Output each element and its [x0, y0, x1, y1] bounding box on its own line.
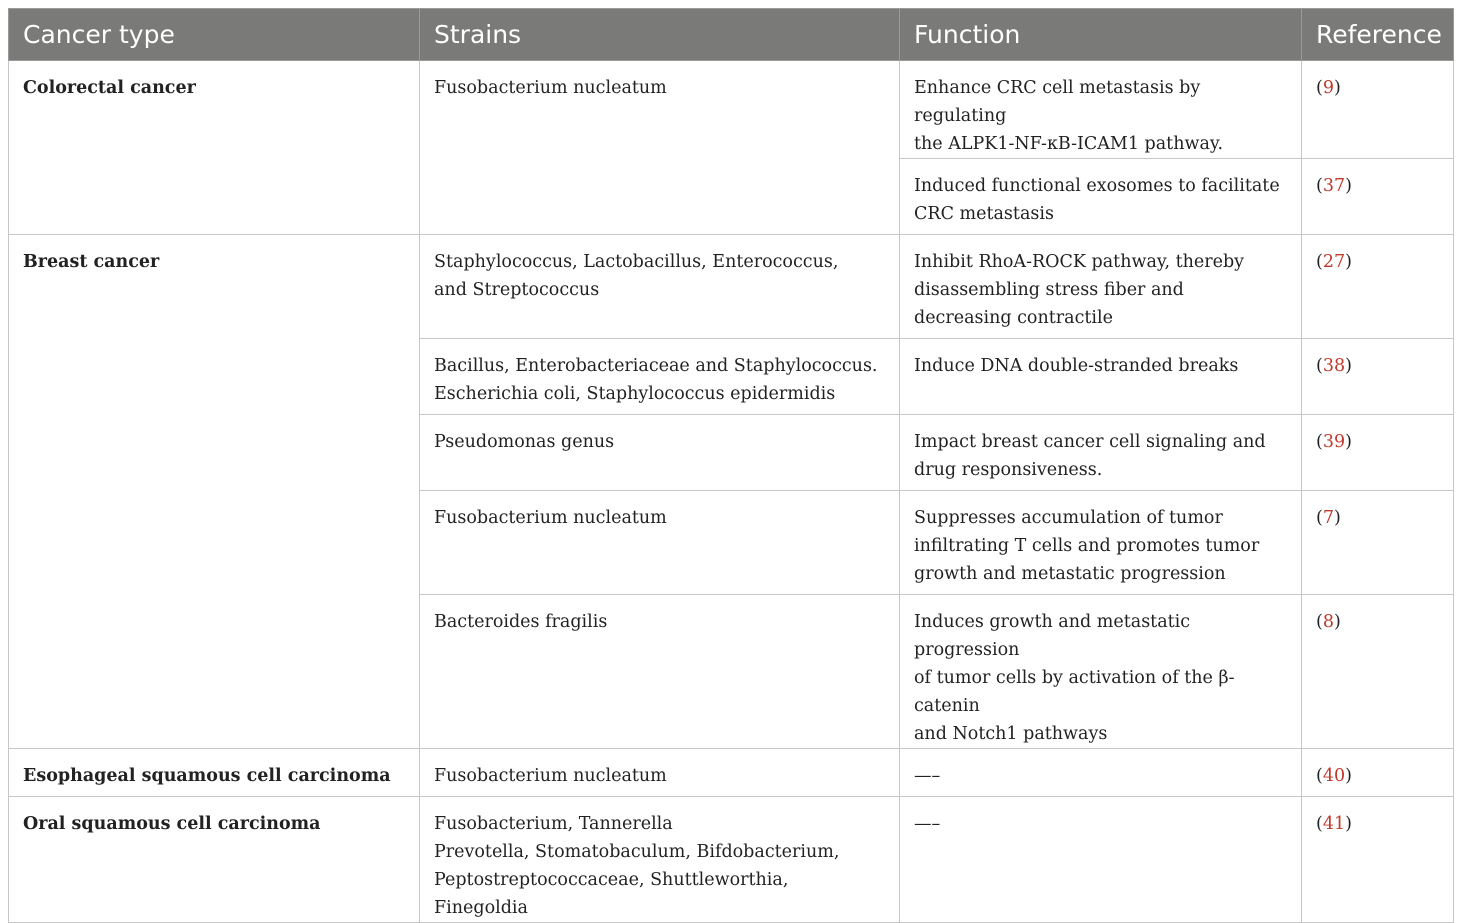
header-strains: Strains: [420, 9, 900, 61]
ref-open-paren: (: [1316, 252, 1323, 272]
strains-line: Fusobacterium, Tannerella: [434, 814, 673, 834]
function-line: disassembling stress fiber and: [914, 280, 1184, 300]
function-line: Induce DNA double-stranded breaks: [914, 356, 1239, 376]
function-line: infiltrating T cells and promotes tumor: [914, 536, 1260, 556]
strains-line: Peptostreptococcaceae, Shuttleworthia, Finegoldia: [434, 870, 789, 918]
ref-close-paren: ): [1333, 78, 1341, 98]
ref-open-paren: (: [1316, 176, 1323, 196]
cell-function: [900, 61, 1302, 159]
strains-line: and Streptococcus: [434, 280, 600, 300]
function-line: CRC metastasis: [914, 204, 1054, 224]
cell-function: [900, 749, 1302, 797]
cell-reference: [1302, 797, 1454, 923]
cell-function: [900, 235, 1302, 339]
ref-close-paren: ): [1345, 814, 1352, 834]
reference-link[interactable]: 27: [1322, 252, 1346, 272]
reference-link[interactable]: 38: [1322, 356, 1346, 376]
function-line: the ALPK1-NF-κB-ICAM1 pathway.: [914, 134, 1224, 154]
cell-reference: [1302, 415, 1454, 491]
function-line: Suppresses accumulation of tumor: [914, 508, 1223, 528]
strains-line: Bacillus, Enterobacteriaceae and Staphylococcus.: [434, 356, 878, 376]
table-body: [9, 61, 1454, 923]
strains-line: Prevotella, Stomatobaculum, Bifdobacterium,: [434, 842, 840, 862]
strains-line: Pseudomonas genus: [434, 432, 615, 452]
ref-close-paren: ): [1345, 356, 1352, 376]
data-table: [8, 8, 1454, 923]
ref-open-paren: (: [1316, 78, 1323, 98]
table-row: [9, 61, 1454, 159]
ref-open-paren: (: [1316, 508, 1323, 528]
header-reference: Reference: [1302, 9, 1454, 61]
cell-function: [900, 595, 1302, 749]
function-line: Inhibit RhoA-ROCK pathway, thereby: [914, 252, 1245, 272]
reference-link[interactable]: 8: [1322, 612, 1334, 632]
function-line: Impact breast cancer cell signaling and: [914, 432, 1266, 452]
cell-strains: [420, 235, 900, 339]
reference-link[interactable]: 40: [1322, 766, 1346, 786]
ref-close-paren: ): [1345, 766, 1352, 786]
cell-cancer-type: Breast cancer: [9, 235, 420, 749]
ref-open-paren: (: [1316, 814, 1323, 834]
cell-strains: [420, 491, 900, 595]
reference-link[interactable]: 37: [1322, 176, 1346, 196]
table-row: [9, 797, 1454, 923]
function-line: Enhance CRC cell metastasis by regulating: [914, 78, 1201, 126]
cell-reference: [1302, 491, 1454, 595]
strains-line: Bacteroides fragilis: [434, 612, 608, 632]
cell-function: [900, 797, 1302, 923]
cell-cancer-type: Oral squamous cell carcinoma: [9, 797, 420, 923]
function-line: of tumor cells by activation of the β-catenin: [914, 668, 1235, 716]
function-line: decreasing contractile: [914, 308, 1113, 328]
header-row: [9, 9, 1454, 61]
ref-close-paren: ): [1345, 252, 1352, 272]
cell-cancer-type: Esophageal squamous cell carcinoma: [9, 749, 420, 797]
cell-reference: [1302, 235, 1454, 339]
function-line: Induced functional exosomes to facilitate: [914, 176, 1280, 196]
cell-reference: [1302, 159, 1454, 235]
header-cancer-type: Cancer type: [9, 9, 420, 61]
cell-strains: [420, 595, 900, 749]
ref-open-paren: (: [1316, 766, 1323, 786]
function-line: growth and metastatic progression: [914, 564, 1226, 584]
function-line: —–: [914, 766, 941, 786]
strains-line: Fusobacterium nucleatum: [434, 78, 667, 98]
cell-reference: [1302, 61, 1454, 159]
strains-line: Escherichia coli, Staphylococcus epidermidis: [434, 384, 836, 404]
reference-link[interactable]: 7: [1322, 508, 1334, 528]
reference-link[interactable]: 41: [1322, 814, 1346, 834]
table-row: [9, 235, 1454, 339]
cell-strains: [420, 797, 900, 923]
table-row: [9, 749, 1454, 797]
cell-function: [900, 339, 1302, 415]
cell-reference: [1302, 339, 1454, 415]
cell-reference: [1302, 749, 1454, 797]
cell-reference: [1302, 595, 1454, 749]
cell-strains: [420, 339, 900, 415]
reference-link[interactable]: 39: [1322, 432, 1346, 452]
ref-close-paren: ): [1345, 176, 1352, 196]
cell-function: [900, 159, 1302, 235]
function-line: and Notch1 pathways: [914, 724, 1108, 744]
strains-line: Fusobacterium nucleatum: [434, 766, 667, 786]
ref-close-paren: ): [1333, 508, 1341, 528]
ref-open-paren: (: [1316, 356, 1323, 376]
strains-line: Fusobacterium nucleatum: [434, 508, 667, 528]
function-line: drug responsiveness.: [914, 460, 1103, 480]
cell-function: [900, 415, 1302, 491]
ref-open-paren: (: [1316, 612, 1323, 632]
cell-function: [900, 491, 1302, 595]
cell-strains: [420, 415, 900, 491]
ref-open-paren: (: [1316, 432, 1323, 452]
function-line: —–: [914, 814, 941, 834]
header-function: Function: [900, 9, 1302, 61]
reference-link[interactable]: 9: [1322, 78, 1334, 98]
ref-close-paren: ): [1333, 612, 1341, 632]
function-line: Induces growth and metastatic progression: [914, 612, 1191, 660]
cell-strains: [420, 749, 900, 797]
cell-cancer-type: Colorectal cancer: [9, 61, 420, 235]
ref-close-paren: ): [1345, 432, 1352, 452]
cell-strains: [420, 61, 900, 235]
strains-line: Staphylococcus, Lactobacillus, Enterococcus,: [434, 252, 839, 272]
